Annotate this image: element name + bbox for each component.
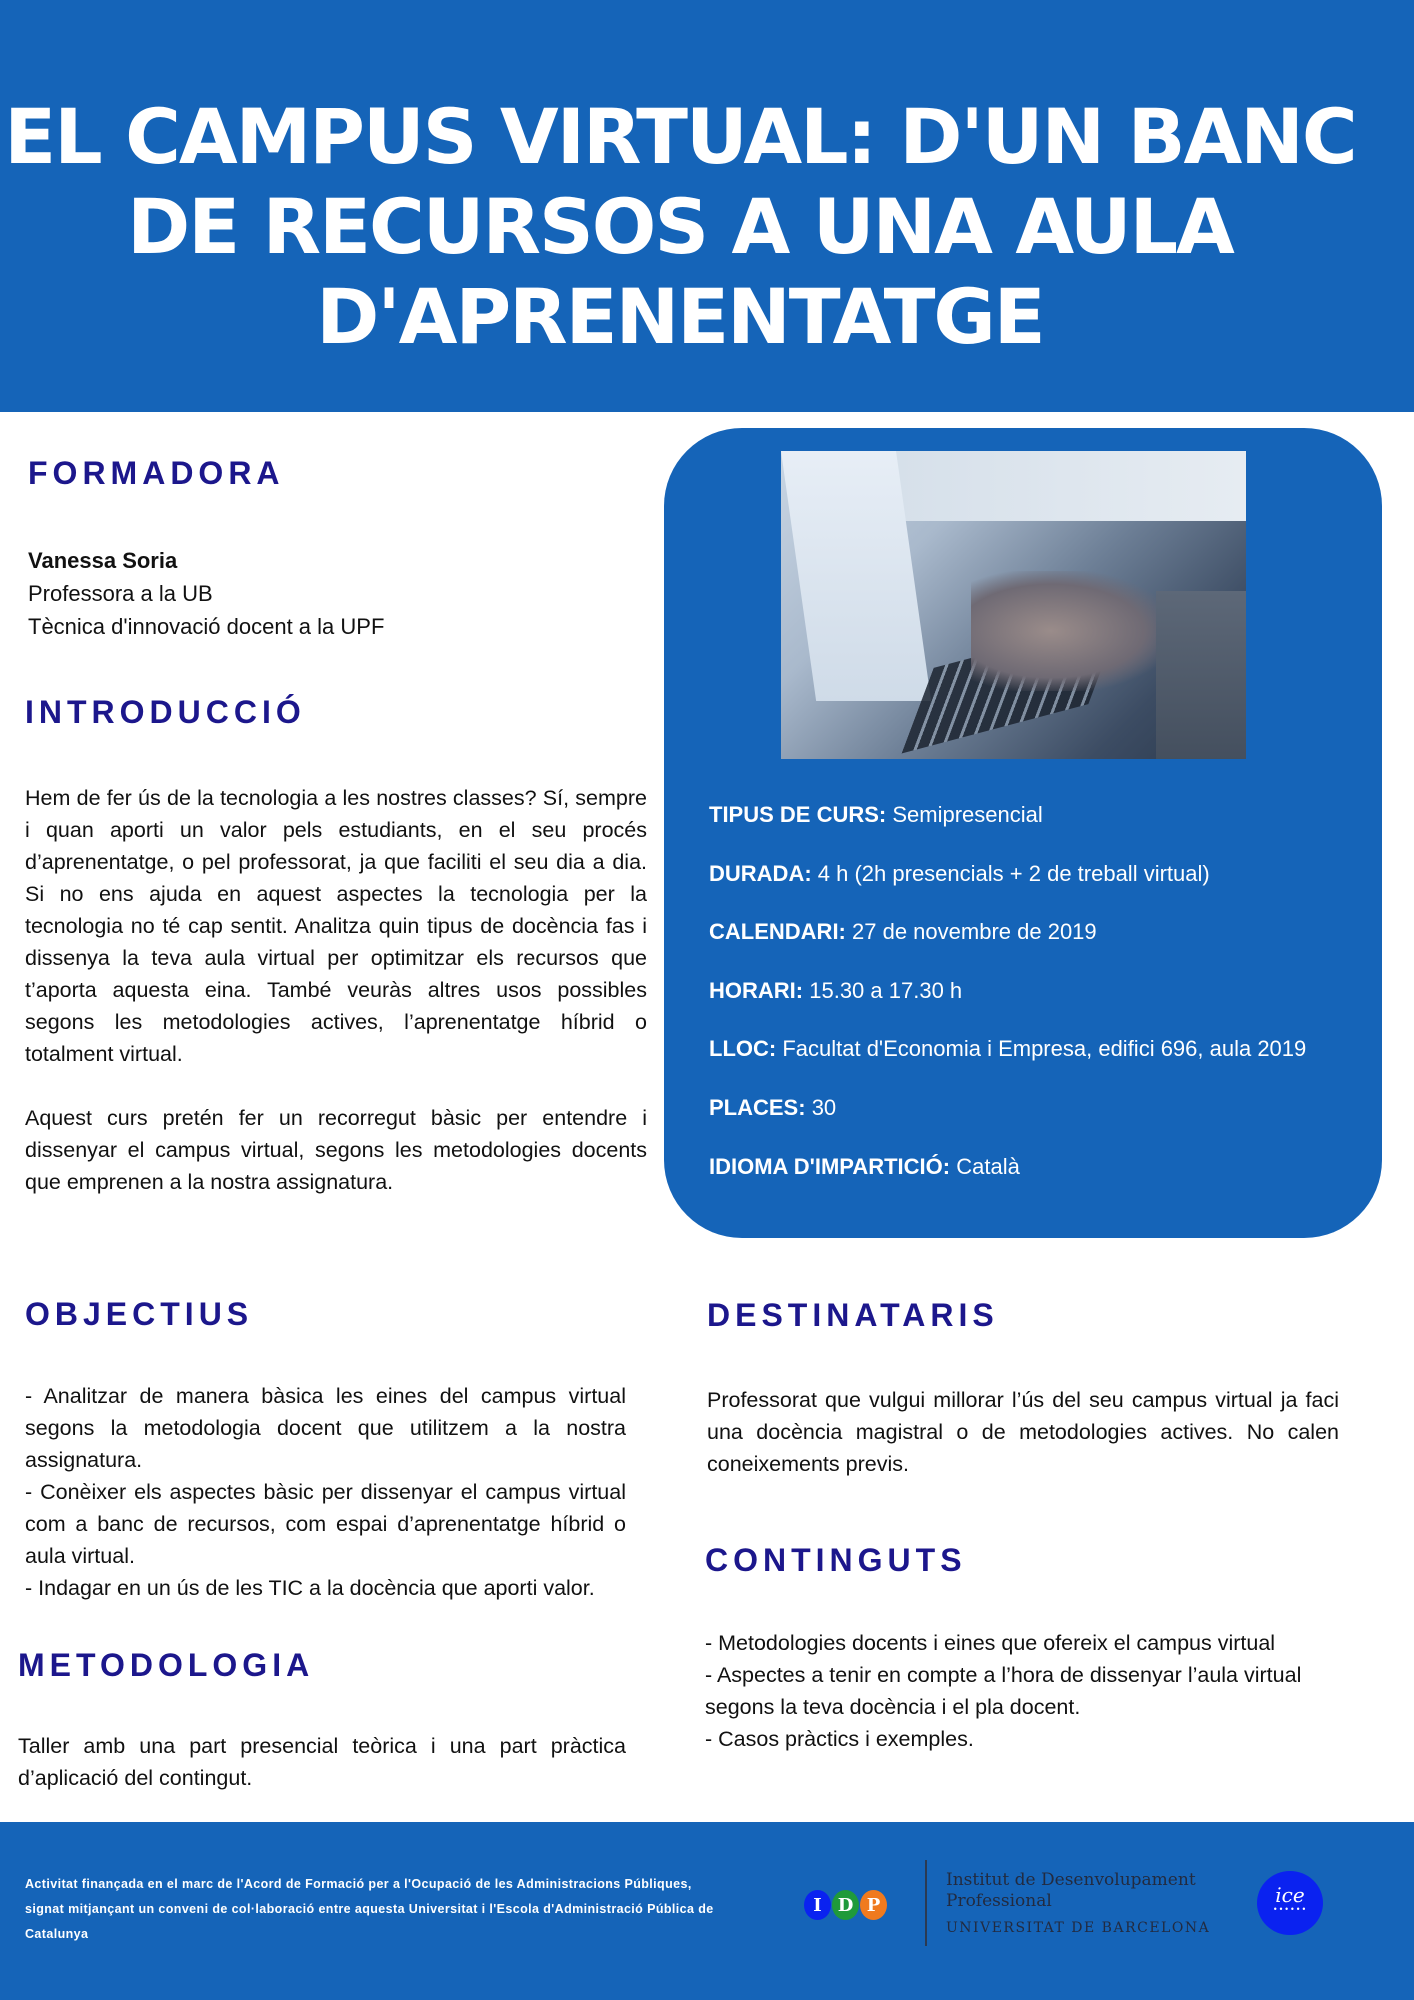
destinataris-text	[707, 1384, 1339, 1480]
ice-logo-dots: ••••••	[1272, 1905, 1308, 1914]
page-title: EL CAMPUS VIRTUAL: D'UN BANC DE RECURSOS A UNA AULA D'APRENENTATGE	[4, 92, 1356, 361]
info-value: 4 h (2h presencials + 2 de treball virtual)	[817, 860, 1210, 886]
destinataris-paragraph: Professorat que vulgui millorar l’ús del seu campus virtual ja faci una docència magistral o de metodologies actives. No calen coneixements previs.	[707, 1388, 1339, 1476]
info-value: Català	[956, 1153, 1020, 1179]
metodologia-text	[18, 1730, 626, 1794]
info-label: LLOC:	[709, 1036, 777, 1062]
trainer-name: Vanessa Soria	[28, 548, 178, 573]
info-row-durada	[709, 859, 1306, 918]
idp-name-line-1: Institut de Desenvolupament	[946, 1870, 1196, 1890]
sleeve-shape	[1156, 591, 1246, 759]
info-value: 15.30 a 17.30 h	[809, 977, 963, 1003]
introduccio-heading: INTRODUCCIÓ	[25, 694, 306, 730]
course-info-list	[709, 800, 1306, 1210]
trainer-role-ub: Professora a la UB	[28, 581, 213, 606]
hands-shape	[971, 571, 1171, 691]
info-row-calendari	[709, 917, 1306, 976]
idp-letter-d: D	[832, 1890, 859, 1920]
metodologia-paragraph: Taller amb una part presencial teòrica i una part pràctica d’aplicació del contingut.	[18, 1734, 626, 1790]
contingut-item: - Casos pràctics i exemples.	[705, 1727, 974, 1751]
contingut-item: - Aspectes a tenir en compte a l’hora de dissenyar l’aula virtual segons la teva docència i el pla docent.	[705, 1663, 1302, 1719]
info-label: PLACES:	[709, 1094, 806, 1120]
continguts-heading: CONTINGUTS	[705, 1542, 967, 1578]
idp-letter-i: I	[804, 1890, 831, 1920]
info-label: DURADA:	[709, 860, 812, 886]
objectiu-item: - Analitzar de manera bàsica les eines del campus virtual segons la metodologia docent que utilitzem a la nostra assignatura.	[25, 1384, 626, 1472]
info-value: 30	[811, 1094, 837, 1120]
funding-notice: Activitat finançada en el marc de l'Acord de Formació per a l'Ocupació de les Administracions Públiques, signat mitjançant un conveni de col·laboració entre aquesta Universitat i l'Escola d'Administració Pública de Catalunya	[25, 1877, 714, 1941]
objectiu-item: - Indagar en un ús de les TIC a la docència que aporti valor.	[25, 1576, 595, 1600]
info-row-horari	[709, 976, 1306, 1035]
destinataris-heading: DESTINATARIS	[707, 1297, 999, 1333]
info-row-idioma	[709, 1152, 1306, 1211]
introduccio-paragraph-1: Hem de fer ús de la tecnologia a les nostres classes? Sí, sempre i quan aporti un valor pels estudiants, en el seu procés d’aprenentatge, o pel professorat, ja que faciliti el seu dia a dia. Si no ens ajuda en aquest aspectes la tecnologia per la tecnologia no té cap sentit. Analitza quin tipus de docència fas i dissenya la teva aula virtual per optimitzar els recursos que t’aporta aquesta eina. També veuràs altres usos possibles segons les metodologies actives, l’aprenentatge híbrid o totalment virtual.	[25, 786, 647, 1066]
trainer-role-upf: Tècnica d'innovació docent a la UPF	[28, 614, 385, 639]
laptop-photo	[781, 451, 1246, 759]
objectius-heading: OBJECTIUS	[25, 1296, 254, 1332]
university-name: UNIVERSITAT DE BARCELONA	[946, 1920, 1211, 1936]
info-row-lloc	[709, 1034, 1306, 1093]
info-value: Facultat d'Economia i Empresa, edifici 696, aula 2019	[782, 1036, 1307, 1062]
objectius-list	[25, 1380, 626, 1604]
idp-letter-p: P	[860, 1890, 887, 1920]
ice-logo-text: ice	[1275, 1883, 1305, 1907]
info-label: HORARI:	[709, 977, 804, 1003]
idp-institution-name	[946, 1870, 1210, 1939]
info-value: 27 de novembre de 2019	[852, 919, 1097, 945]
info-label: CALENDARI:	[709, 919, 846, 945]
introduccio-text	[25, 782, 647, 1198]
info-value: Semipresencial	[892, 802, 1043, 827]
header-banner	[0, 0, 1414, 412]
info-row-tipus	[709, 800, 1306, 859]
metodologia-heading: METODOLOGIA	[18, 1647, 315, 1683]
formadora-heading: FORMADORA	[28, 455, 285, 491]
idp-name-line-2: Professional	[946, 1891, 1052, 1911]
ice-logo	[1257, 1871, 1323, 1935]
info-label: TIPUS DE CURS:	[709, 802, 887, 827]
logo-divider	[925, 1860, 927, 1946]
monitor-shape	[893, 451, 1246, 521]
info-row-places	[709, 1093, 1306, 1152]
continguts-list	[705, 1627, 1365, 1755]
objectiu-item: - Conèixer els aspectes bàsic per dissenyar el campus virtual com a banc de recursos, com espai d’aprenentatge híbrid o aula virtual.	[25, 1480, 626, 1568]
info-label: IDIOMA D'IMPARTICIÓ:	[709, 1153, 951, 1179]
idp-logo	[804, 1890, 887, 1920]
introduccio-paragraph-2: Aquest curs pretén fer un recorregut bàsic per entendre i dissenyar el campus virtual, segons les metodologies docents que emprenen a la nostra assignatura.	[25, 1106, 647, 1194]
trainer-info	[28, 544, 384, 643]
contingut-item: - Metodologies docents i eines que ofereix el campus virtual	[705, 1631, 1276, 1655]
